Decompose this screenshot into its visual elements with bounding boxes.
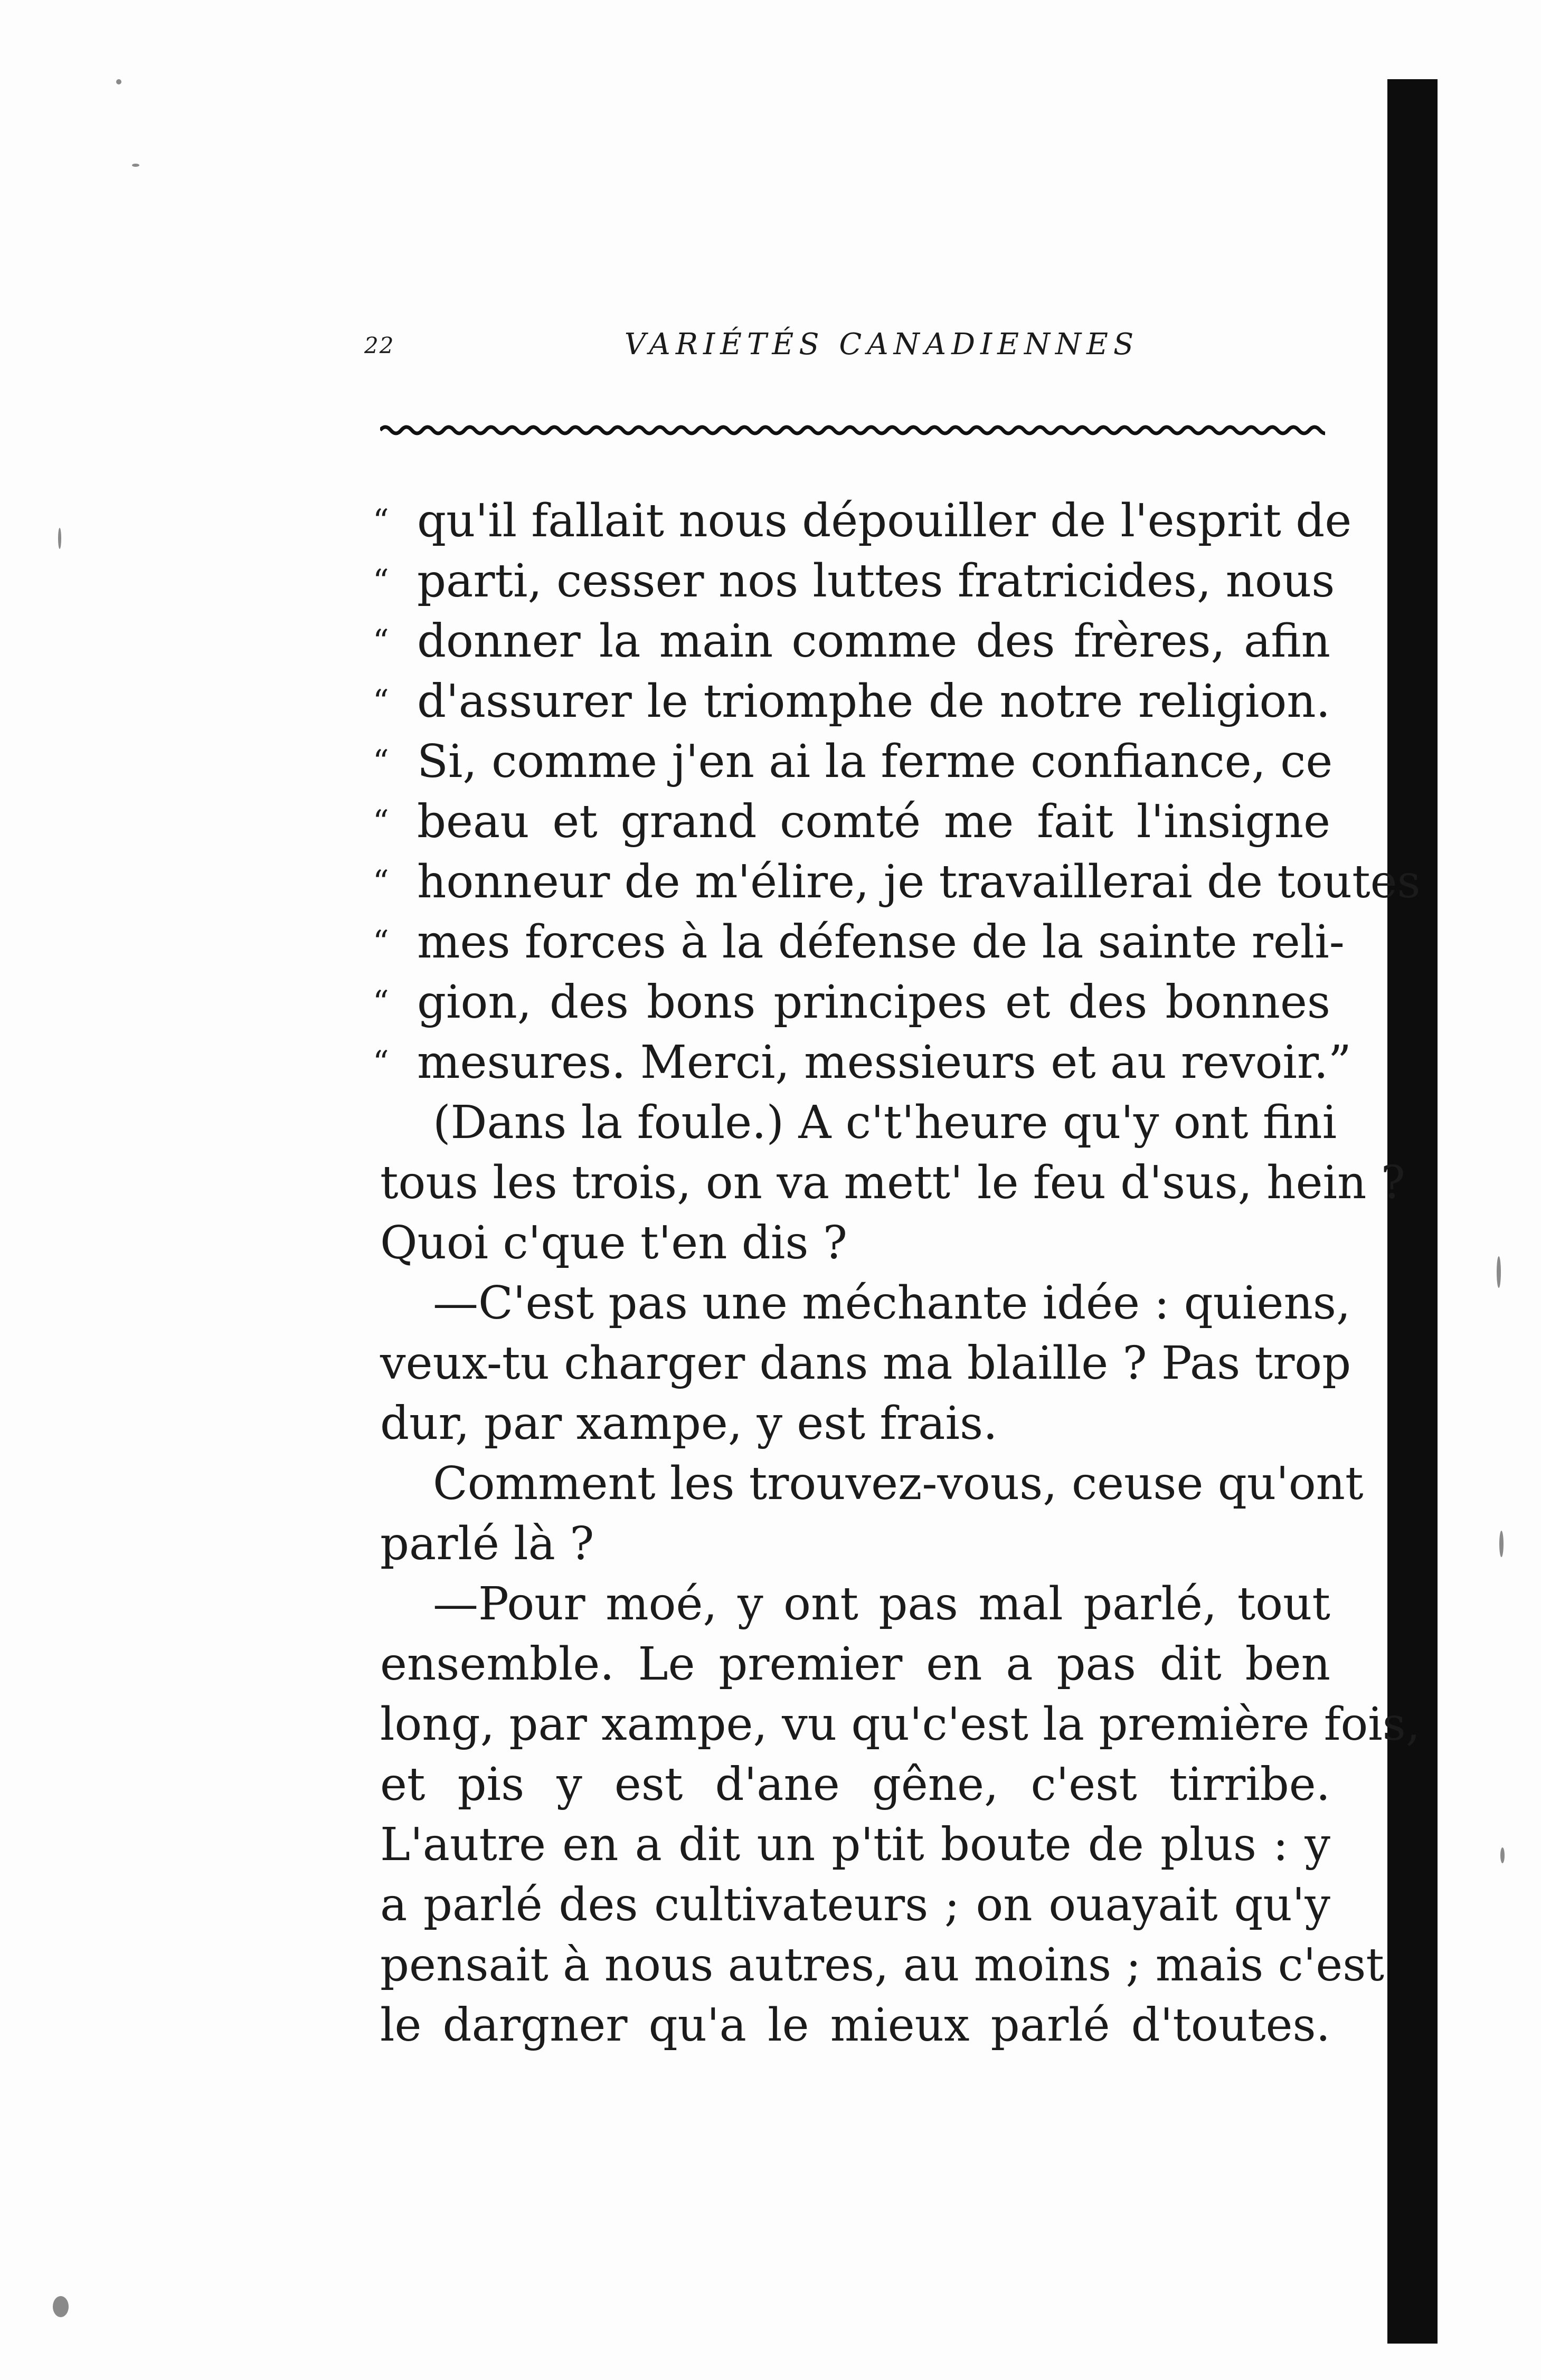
text-line	[380, 1333, 1351, 1393]
text-line	[380, 1815, 1330, 1875]
text-line	[380, 1273, 1351, 1333]
line-text: le dargner qu'a le mieux parlé d'toutes.	[380, 1999, 1330, 2052]
line-text: Comment les trouvez-vous, ceuse qu'ont	[433, 1457, 1364, 1510]
quote-mark: “	[373, 502, 389, 539]
line-text: parti, cesser nos luttes fratricides, nous	[417, 555, 1335, 608]
quote-mark: “	[373, 803, 389, 840]
quote-mark: “	[373, 683, 389, 720]
scan-speck	[1497, 1256, 1501, 1288]
line-text: Quoi c'que t'en dis ?	[380, 1217, 847, 1269]
text-line	[380, 1755, 1330, 1815]
quote-mark: “	[373, 563, 389, 600]
text-line	[373, 551, 1335, 611]
line-text: beau et grand comté me fait l'insigne	[417, 795, 1330, 848]
text-line	[380, 1393, 1330, 1454]
line-text: long, par xampe, vu qu'c'est la première fois,	[380, 1698, 1421, 1751]
scan-speck	[132, 164, 139, 167]
text-line	[380, 1093, 1337, 1153]
quote-mark: “	[373, 924, 389, 961]
line-text: Si, comme j'en ai la ferme confiance, ce	[417, 735, 1333, 788]
scan-speck	[1499, 1531, 1504, 1557]
line-text: pensait à nous autres, au moins ; mais c'est	[380, 1939, 1384, 1992]
text-line	[373, 972, 1330, 1032]
line-text: L'autre en a dit un p'tit boute de plus : y	[380, 1818, 1330, 1871]
quote-mark: “	[373, 984, 389, 1021]
quote-mark: “	[373, 864, 389, 900]
line-text: dur, par xampe, y est frais.	[380, 1397, 998, 1450]
line-text: tous les trois, on va mett' le feu d'sus, hein ?	[380, 1156, 1405, 1209]
line-text: gion, des bons principes et des bonnes	[417, 976, 1330, 1029]
text-line	[380, 1213, 1330, 1273]
line-text: —C'est pas une méchante idée : quiens,	[433, 1277, 1351, 1330]
text-line	[380, 1153, 1405, 1213]
text-line	[380, 1514, 1330, 1574]
quote-mark: “	[373, 623, 389, 660]
text-line	[380, 1935, 1384, 1995]
line-text: mes forces à la défense de la sainte reli-	[417, 916, 1345, 969]
quote-mark: “	[373, 743, 389, 780]
line-text: ensemble. Le premier en a pas dit ben	[380, 1638, 1330, 1691]
text-line	[373, 792, 1330, 852]
line-text: (Dans la foule.) A c't'heure qu'y ont fini	[433, 1096, 1337, 1149]
line-text: et pis y est d'ane gêne, c'est tirribe.	[380, 1758, 1330, 1811]
text-line	[380, 1634, 1330, 1694]
text-line	[380, 1694, 1421, 1755]
text-line	[380, 1454, 1364, 1514]
line-text: mesures. Merci, messieurs et au revoir.”	[417, 1036, 1351, 1089]
text-line	[380, 1574, 1330, 1634]
line-text: —Pour moé, y ont pas mal parlé, tout	[433, 1578, 1330, 1630]
text-line	[373, 852, 1421, 912]
scan-speck	[53, 2296, 69, 2317]
running-title: VARIÉTÉS CANADIENNES	[624, 327, 1139, 362]
text-line	[373, 1032, 1351, 1093]
text-line	[373, 912, 1345, 972]
line-text: parlé là ?	[380, 1518, 594, 1570]
line-text: qu'il fallait nous dépouiller de l'esprit de	[417, 495, 1352, 547]
line-text: donner la main comme des frères, afin	[417, 615, 1330, 668]
body-text	[373, 491, 1421, 2055]
line-text: honneur de m'élire, je travaillerai de toutes	[417, 856, 1421, 908]
page-number: 22	[364, 333, 395, 358]
text-line	[380, 1995, 1330, 2055]
text-line	[373, 491, 1352, 551]
text-line	[373, 732, 1333, 792]
running-head	[364, 327, 1341, 375]
scan-speck	[116, 79, 121, 84]
line-text: d'assurer le triomphe de notre religion.	[417, 675, 1330, 728]
ornamental-rule	[380, 420, 1325, 441]
quote-mark: “	[373, 1044, 389, 1081]
text-line	[380, 1875, 1330, 1935]
scan-speck	[58, 528, 61, 549]
text-line	[373, 611, 1330, 671]
line-text: a parlé des cultivateurs ; on ouayait qu'y	[380, 1879, 1330, 1931]
line-text: veux-tu charger dans ma blaille ? Pas trop	[380, 1337, 1351, 1390]
scan-edge-shadow	[1387, 79, 1438, 2344]
scan-speck	[1500, 1847, 1505, 1863]
text-line	[373, 671, 1330, 732]
